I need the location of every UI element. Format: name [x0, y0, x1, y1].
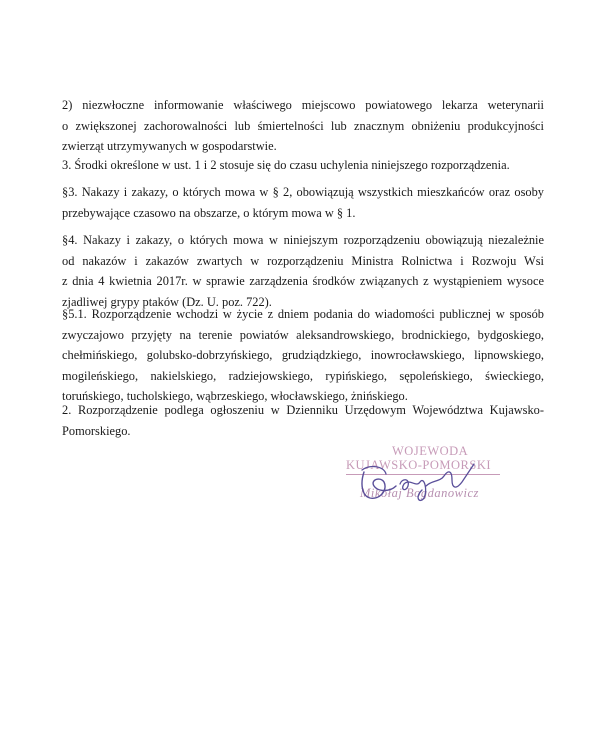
- text-line: od nakazów i zakazów zwartych w rozporządzeniu Ministra Rolnictwa i Rozwoju Wsi: [62, 253, 544, 268]
- text-line: mogileńskiego, nakielskiego, radziejowskiego, rypińskiego, sępoleńskiego, świeckiego,: [62, 368, 544, 383]
- text-line: z dnia 4 kwietnia 2017r. w sprawie zarządzenia środków związanych z wystąpieniem wysoce: [62, 274, 544, 288]
- signature-stamp: [340, 440, 520, 520]
- paragraph-section-4: [62, 230, 544, 312]
- text-line: zjadliwej grypy ptaków (Dz. U. poz. 722).: [62, 294, 272, 309]
- paragraph-section-5-2: [62, 400, 544, 441]
- stamp-title: WOJEWODA: [392, 444, 469, 458]
- stamp-region: KUJAWSKO-POMORSKI: [346, 458, 492, 472]
- text-line: toruńskiego, tucholskiego, wąbrzeskiego, włocławskiego, żnińskiego.: [62, 389, 408, 403]
- text-line: 2. Rozporządzenie podlega ogłoszeniu w Dzienniku Urzędowym Województwa Kujawsko-: [62, 403, 544, 417]
- handwritten-signature-icon: [340, 440, 520, 520]
- text-line: przebywające czasowo na obszarze, o którym mowa w § 1.: [62, 205, 356, 220]
- text-line: zwierząt utrzymywanych w gospodarstwie.: [62, 139, 277, 153]
- text-line: §4. Nakazy i zakazy, o których mowa w niniejszym rozporządzeniu obowiązują niezależnie: [62, 233, 544, 247]
- text-line: §3. Nakazy i zakazy, o których mowa w § 2, obowiązują wszystkich mieszkańców oraz osoby: [62, 185, 544, 199]
- text-line: Pomorskiego.: [62, 423, 131, 438]
- stamp-name: Mikołaj Bogdanowicz: [360, 486, 479, 500]
- text-line: zwyczajowo przyjęty na terenie powiatów aleksandrowskiego, brodnickiego, bydgoskiego,: [62, 327, 544, 342]
- paragraph-section-3: [62, 182, 544, 223]
- paragraph-section-5-1: [62, 304, 544, 407]
- paragraph-item-2: [62, 95, 544, 157]
- paragraph-item-3: [62, 155, 544, 176]
- text-line: 3. Środki określone w ust. 1 i 2 stosuje się do czasu uchylenia niniejszego rozporządzenia.: [62, 158, 510, 172]
- text-line: §5.1. Rozporządzenie wchodzi w życie z dniem podania do wiadomości publicznej w sposób: [62, 307, 544, 321]
- text-line: 2) niezwłoczne informowanie właściwego miejscowo powiatowego lekarza weterynarii: [62, 98, 544, 112]
- text-line: o zwiększonej zachorowalności lub śmiertelności lub znacznym obniżeniu produkcyjności: [62, 118, 544, 133]
- text-line: chełmińskiego, golubsko-dobrzyńskiego, grudziądzkiego, inowrocławskiego, lipnowskiego,: [62, 348, 544, 362]
